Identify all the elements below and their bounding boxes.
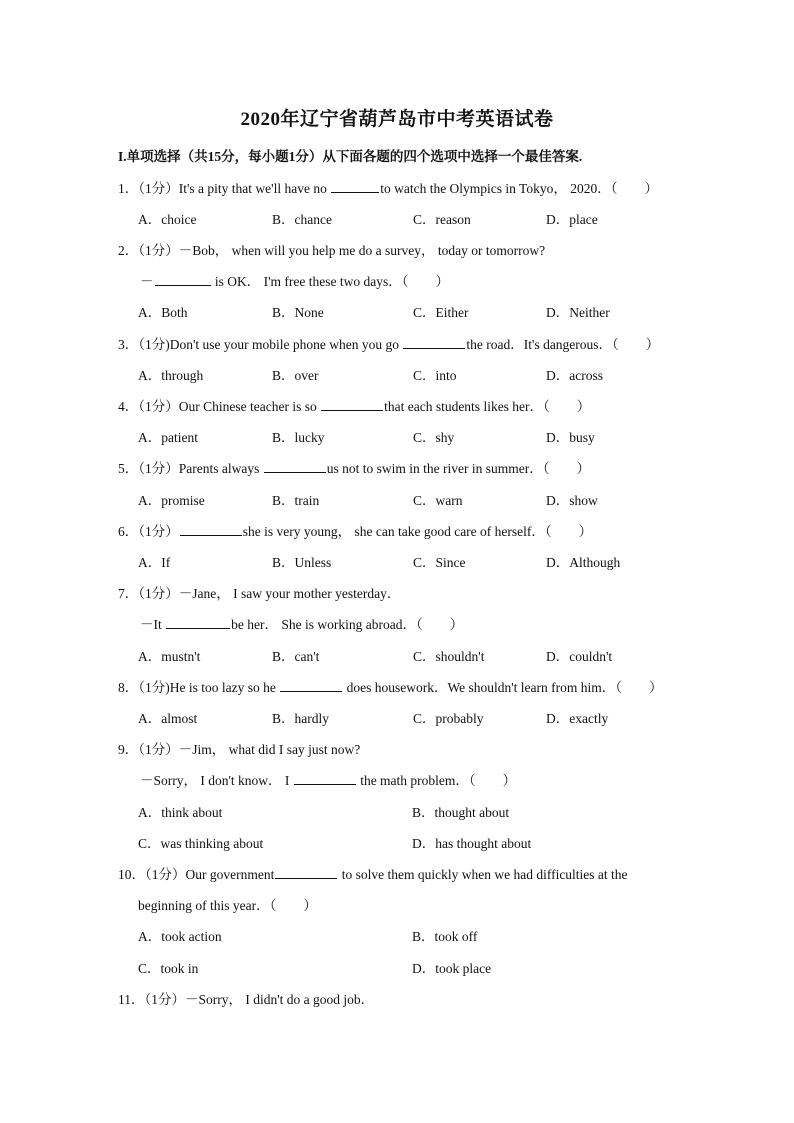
option-b[interactable]: B．hardly [272, 711, 329, 726]
option-a[interactable]: A．through [138, 368, 204, 383]
question-9-reply: －Sorry， I don't know． I the math problem．（ ） [140, 773, 517, 788]
option-b[interactable]: B．can't [272, 649, 320, 664]
option-b[interactable]: B．took off [412, 929, 478, 944]
option-c[interactable]: C．shy [413, 430, 455, 445]
answer-blank [264, 460, 326, 473]
option-d[interactable]: D．couldn't [546, 649, 613, 664]
question-10-continuation: beginning of this year．（ ） [138, 898, 317, 913]
question-2-reply: － is OK． I'm free these two days．（ ） [140, 274, 450, 289]
answer-blank [331, 180, 379, 193]
option-c[interactable]: C．was thinking about [138, 836, 264, 851]
option-d[interactable]: D．place [546, 212, 598, 227]
question-2: 2．（1分）－Bob， when will you help me do a survey， today or tomorrow? [118, 243, 546, 258]
option-b[interactable]: B．thought about [412, 805, 510, 820]
question-10: 10．（1分）Our government to solve them quickly when we had difficulties at the [118, 867, 628, 882]
answer-blank [294, 772, 356, 785]
option-c[interactable]: C．shouldn't [413, 649, 485, 664]
question-3: 3．（1分)Don't use your mobile phone when you go the road．It's dangerous．（ ） [118, 337, 660, 352]
answer-blank [180, 523, 242, 536]
question-7-reply: －It be her． She is working abroad．（ ） [140, 617, 464, 632]
answer-blank [155, 273, 211, 286]
option-d[interactable]: D．Neither [546, 305, 610, 320]
option-a[interactable]: A．Both [138, 305, 188, 320]
question-8: 8．（1分)He is too lazy so he does housework．We shouldn't learn from him．（ ） [118, 680, 663, 695]
option-a[interactable]: A．think about [138, 805, 223, 820]
option-c[interactable]: C．took in [138, 961, 199, 976]
question-5: 5．（1分）Parents always us not to swim in the river in summer．（ ） [118, 461, 590, 476]
option-b[interactable]: B．over [272, 368, 319, 383]
option-a[interactable]: A．If [138, 555, 171, 570]
option-c[interactable]: C．warn [413, 493, 463, 508]
option-c[interactable]: C．Since [413, 555, 466, 570]
option-c[interactable]: C．reason [413, 212, 471, 227]
answer-blank [280, 679, 342, 692]
question-7: 7．（1分）－Jane， I saw your mother yesterday． [118, 586, 401, 601]
option-a[interactable]: A．almost [138, 711, 198, 726]
option-d[interactable]: D．exactly [546, 711, 609, 726]
page-title: 2020年辽宁省葫芦岛市中考英语试卷 [240, 109, 554, 130]
answer-blank [166, 616, 230, 629]
answer-blank [403, 336, 465, 349]
section-heading: I.单项选择（共15分，每小题1分）从下面各题的四个选项中选择一个最佳答案. [118, 149, 583, 164]
option-d[interactable]: D．across [546, 368, 603, 383]
option-d[interactable]: D．has thought about [412, 836, 532, 851]
question-9: 9．（1分）－Jim， what did I say just now? [118, 742, 361, 757]
option-b[interactable]: B．train [272, 493, 320, 508]
option-a[interactable]: A．took action [138, 929, 222, 944]
answer-blank [275, 866, 337, 879]
question-6: 6．（1分） she is very young， she can take good care of herself．（ ） [118, 524, 593, 539]
question-11: 11．（1分）－Sorry， I didn't do a good job． [118, 992, 375, 1007]
option-d[interactable]: D．busy [546, 430, 595, 445]
option-a[interactable]: A．mustn't [138, 649, 201, 664]
option-d[interactable]: D．took place [412, 961, 492, 976]
option-b[interactable]: B．lucky [272, 430, 325, 445]
option-c[interactable]: C．Either [413, 305, 469, 320]
answer-blank [321, 398, 383, 411]
option-a[interactable]: A．promise [138, 493, 205, 508]
option-b[interactable]: B．Unless [272, 555, 332, 570]
question-1: 1．（1分）It's a pity that we'll have no to watch the Olympics in Tokyo， 2020．（ ） [118, 181, 658, 196]
option-a[interactable]: A．choice [138, 212, 197, 227]
option-b[interactable]: B．None [272, 305, 324, 320]
option-d[interactable]: D．Although [546, 555, 621, 570]
option-c[interactable]: C．into [413, 368, 457, 383]
option-c[interactable]: C．probably [413, 711, 484, 726]
question-4: 4．（1分）Our Chinese teacher is so that each students likes her．（ ） [118, 399, 591, 414]
option-d[interactable]: D．show [546, 493, 598, 508]
option-a[interactable]: A．patient [138, 430, 198, 445]
option-b[interactable]: B．chance [272, 212, 332, 227]
